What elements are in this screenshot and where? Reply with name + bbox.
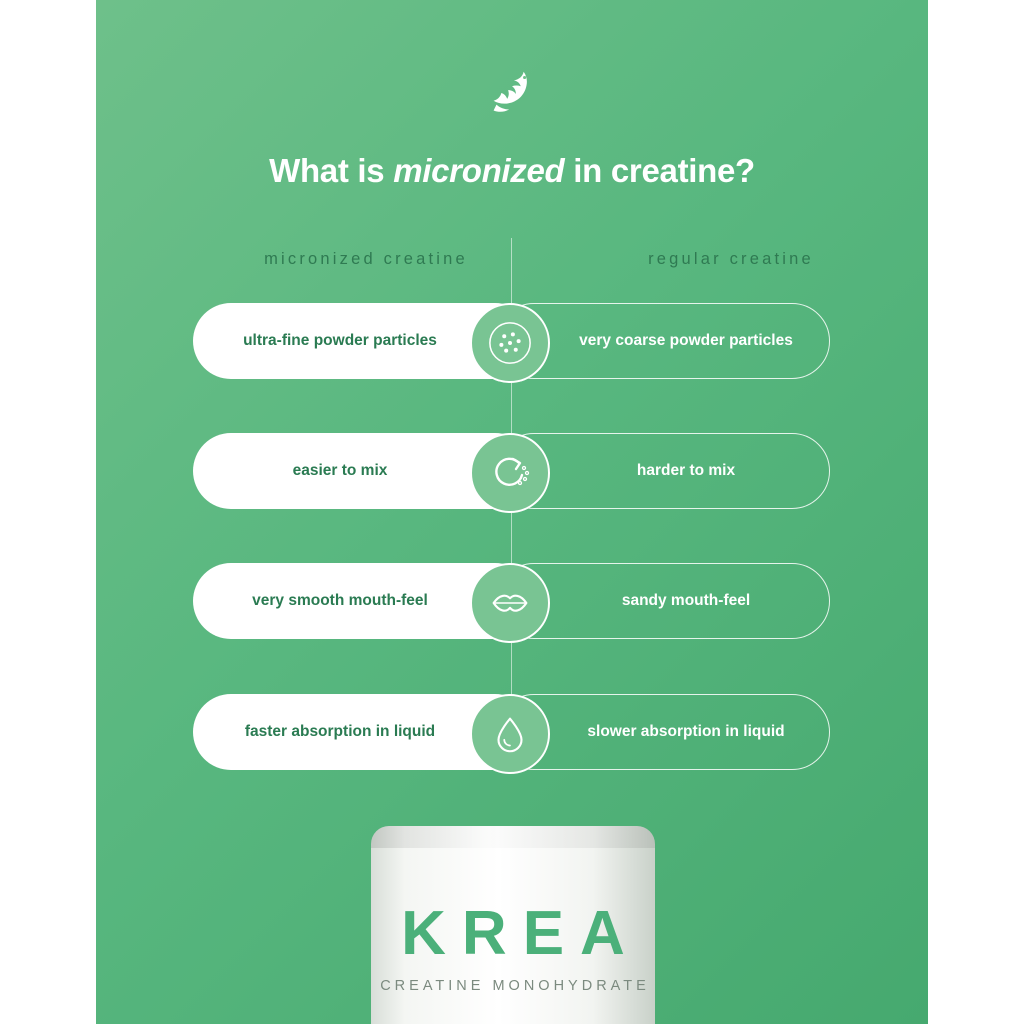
title-part-1: What is bbox=[269, 152, 394, 189]
whale-logo-icon bbox=[96, 62, 928, 124]
row-left-pill: faster absorption in liquid bbox=[193, 694, 533, 770]
lips-icon bbox=[470, 563, 550, 643]
column-header-regular: regular creatine bbox=[648, 250, 814, 268]
row-left-pill: easier to mix bbox=[193, 433, 533, 509]
water-drop-icon bbox=[470, 694, 550, 774]
comparison-row bbox=[96, 694, 928, 770]
row-right-pill: harder to mix bbox=[496, 433, 830, 509]
title-emphasis: micronized bbox=[393, 152, 565, 189]
title-part-2: in creatine? bbox=[564, 152, 755, 189]
mix-arrow-icon bbox=[470, 433, 550, 513]
row-right-pill: slower absorption in liquid bbox=[496, 694, 830, 770]
row-left-pill: very smooth mouth-feel bbox=[193, 563, 533, 639]
row-right-pill: very coarse powder particles bbox=[496, 303, 830, 379]
product-subtitle-label: CREATINE MONOHYDRATE bbox=[380, 978, 650, 994]
product-brand-label: KREA bbox=[401, 899, 641, 968]
comparison-row bbox=[96, 563, 928, 639]
comparison-row bbox=[96, 303, 928, 379]
page-title bbox=[96, 152, 928, 190]
particles-icon bbox=[470, 303, 550, 383]
product-tub-lid bbox=[371, 826, 655, 848]
column-header-micronized: micronized creatine bbox=[264, 250, 468, 268]
row-right-pill: sandy mouth-feel bbox=[496, 563, 830, 639]
comparison-row bbox=[96, 433, 928, 509]
green-panel bbox=[96, 0, 928, 1024]
row-left-pill: ultra-fine powder particles bbox=[193, 303, 533, 379]
